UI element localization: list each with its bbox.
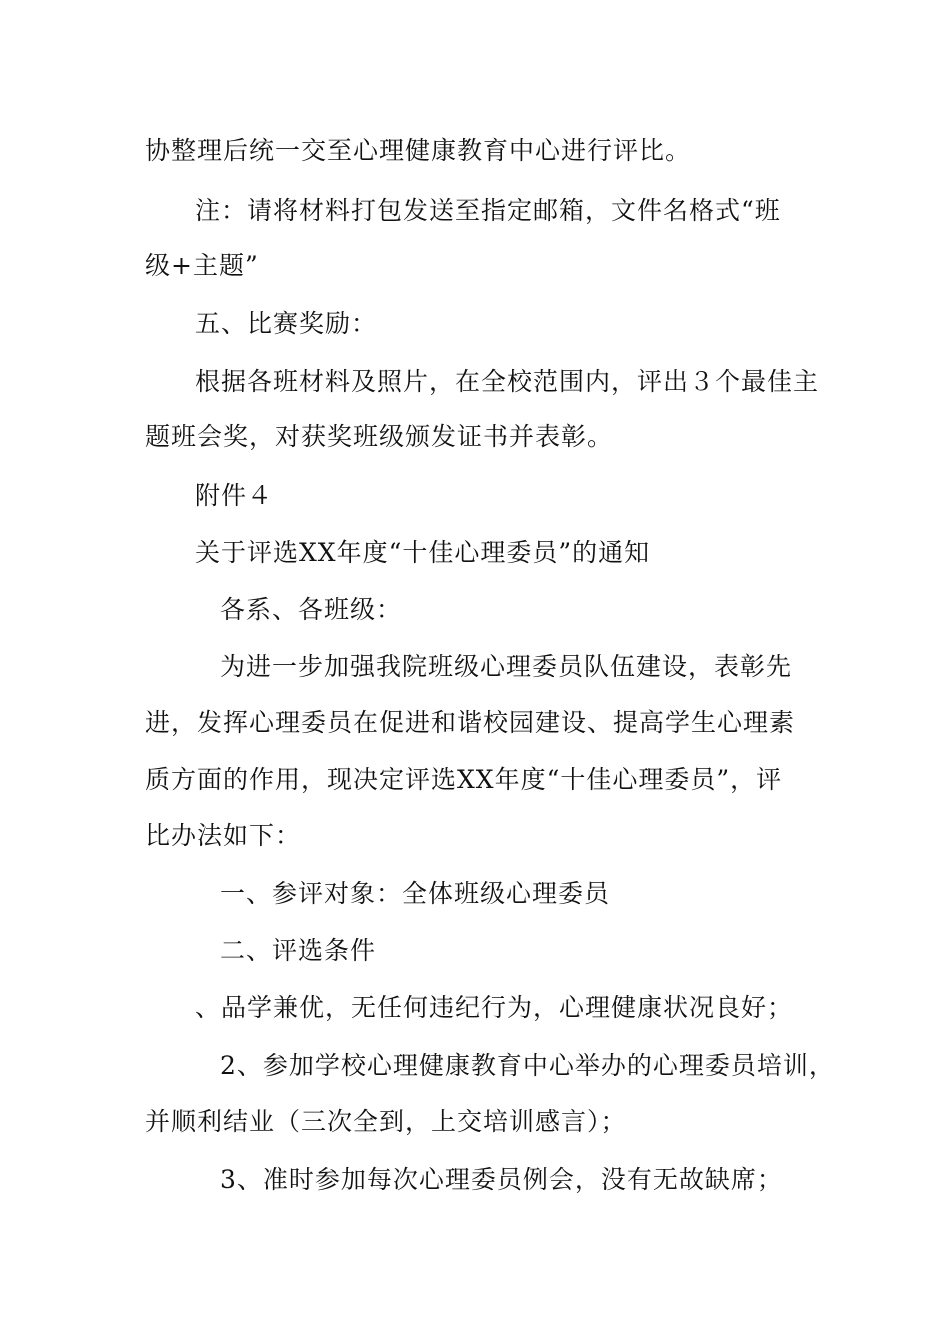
text-line: 比办法如下： xyxy=(145,821,302,850)
text-line: 根据各班材料及照片，在全校范围内，评出３个最佳主 xyxy=(195,367,820,396)
text-line: 为进一步加强我院班级心理委员队伍建设，表彰先 xyxy=(220,652,793,681)
text-line: 题班会奖，对获奖班级颁发证书并表彰。 xyxy=(145,422,614,451)
list-item: 、品学兼优，无任何违纪行为，心理健康状况良好； xyxy=(195,993,794,1022)
section-heading: 一、参评对象：全体班级心理委员 xyxy=(220,879,611,908)
list-item: 3、准时参加每次心理委员例会，没有无故缺席； xyxy=(220,1165,783,1194)
notice-title: 关于评选XX年度“十佳心理委员”的通知 xyxy=(195,538,651,567)
text-line: 级+主题” xyxy=(145,251,259,280)
text-line: 协整理后统一交至心理健康教育中心进行评比。 xyxy=(145,136,692,165)
list-item: 2、参加学校心理健康教育中心举办的心理委员培训， xyxy=(220,1051,835,1080)
section-heading: 二、评选条件 xyxy=(220,936,377,965)
attachment-label: 附件４ xyxy=(195,481,274,510)
text-line: 质方面的作用，现决定评选XX年度“十佳心理委员”，评 xyxy=(145,765,783,794)
salutation: 各系、各班级： xyxy=(220,595,403,624)
section-heading: 五、比赛奖励： xyxy=(195,309,378,338)
text-line: 并顺利结业（三次全到，上交培训感言）； xyxy=(145,1107,627,1136)
text-line: 注：请将材料打包发送至指定邮箱，文件名格式“班 xyxy=(195,196,781,225)
text-line: 进，发挥心理委员在促进和谐校园建设、提高学生心理素 xyxy=(145,708,796,737)
